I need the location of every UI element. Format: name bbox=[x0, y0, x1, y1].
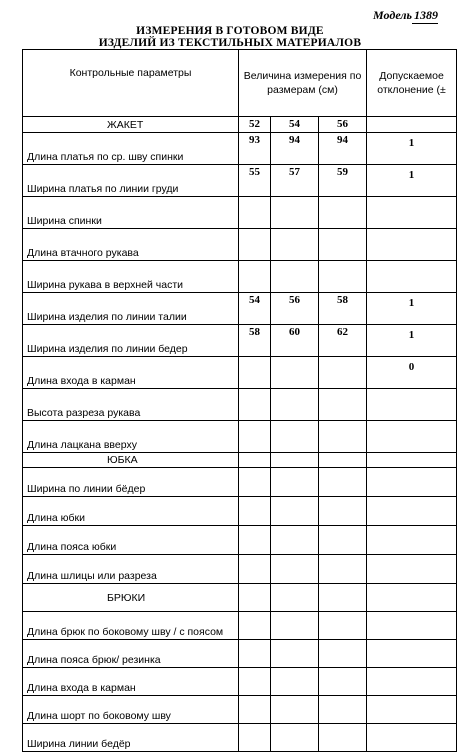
table-row bbox=[23, 293, 457, 325]
tolerance-cell: 1 bbox=[367, 293, 457, 325]
table-row bbox=[23, 389, 457, 421]
value-cell bbox=[319, 584, 367, 612]
value-cell bbox=[239, 724, 271, 752]
section-jacket: ЖАКЕТ bbox=[23, 117, 239, 133]
value-cell: 93 bbox=[239, 133, 271, 165]
value-cell bbox=[271, 612, 319, 640]
tolerance-cell bbox=[367, 229, 457, 261]
table-row bbox=[23, 421, 457, 453]
param-label: Ширина по линии бёдер bbox=[23, 468, 239, 497]
value-cell bbox=[319, 555, 367, 584]
param-label: Длина входа в карман bbox=[23, 357, 239, 389]
tolerance-cell bbox=[367, 389, 457, 421]
value-cell: 55 bbox=[239, 165, 271, 197]
tolerance-cell bbox=[367, 453, 457, 468]
value-cell: 56 bbox=[271, 293, 319, 325]
value-cell bbox=[319, 357, 367, 389]
param-label: Длина втачного рукава bbox=[23, 229, 239, 261]
tolerance-cell bbox=[367, 197, 457, 229]
table-row bbox=[23, 261, 457, 293]
tolerance-cell bbox=[367, 261, 457, 293]
value-cell bbox=[271, 696, 319, 724]
value-cell bbox=[271, 468, 319, 497]
value-cell: 54 bbox=[239, 293, 271, 325]
tolerance-cell bbox=[367, 117, 457, 133]
param-label: Ширина рукава в верхней части bbox=[23, 261, 239, 293]
table-row bbox=[23, 640, 457, 668]
header-sizes: Величина измерения по размерам (см) bbox=[239, 50, 367, 117]
model-label: Модель bbox=[373, 8, 412, 22]
measurements-table bbox=[22, 49, 457, 752]
param-label: Длина шлицы или разреза bbox=[23, 555, 239, 584]
value-cell bbox=[319, 389, 367, 421]
table-row bbox=[23, 526, 457, 555]
value-cell: 60 bbox=[271, 325, 319, 357]
value-cell bbox=[271, 389, 319, 421]
table-row bbox=[23, 696, 457, 724]
model-number-value: 1389 bbox=[414, 8, 438, 22]
table-row bbox=[23, 325, 457, 357]
table-row bbox=[23, 165, 457, 197]
param-label: Длина входа в карман bbox=[23, 668, 239, 696]
value-cell bbox=[319, 468, 367, 497]
param-label: Длина юбки bbox=[23, 497, 239, 526]
param-label: Ширина изделия по линии бедер bbox=[23, 325, 239, 357]
tolerance-cell bbox=[367, 696, 457, 724]
tolerance-cell bbox=[367, 497, 457, 526]
tolerance-cell bbox=[367, 724, 457, 752]
size-cell: 54 bbox=[271, 117, 319, 133]
value-cell bbox=[239, 357, 271, 389]
tolerance-cell bbox=[367, 468, 457, 497]
value-cell: 94 bbox=[271, 133, 319, 165]
value-cell bbox=[239, 261, 271, 293]
table-row bbox=[23, 668, 457, 696]
value-cell bbox=[271, 584, 319, 612]
value-cell bbox=[239, 468, 271, 497]
value-cell bbox=[239, 421, 271, 453]
value-cell bbox=[271, 229, 319, 261]
value-cell bbox=[271, 668, 319, 696]
table-row bbox=[23, 555, 457, 584]
table-row bbox=[23, 468, 457, 497]
value-cell bbox=[239, 497, 271, 526]
table-row bbox=[23, 197, 457, 229]
value-cell bbox=[239, 555, 271, 584]
param-label: Ширина спинки bbox=[23, 197, 239, 229]
value-cell bbox=[239, 389, 271, 421]
section-trousers: БРЮКИ bbox=[23, 584, 239, 612]
tolerance-cell bbox=[367, 668, 457, 696]
model-number bbox=[373, 8, 438, 24]
value-cell: 59 bbox=[319, 165, 367, 197]
param-label: Ширина изделия по линии талии bbox=[23, 293, 239, 325]
skirt-section-row bbox=[23, 453, 457, 468]
value-cell bbox=[319, 668, 367, 696]
tolerance-cell bbox=[367, 421, 457, 453]
tolerance-cell bbox=[367, 584, 457, 612]
value-cell: 94 bbox=[319, 133, 367, 165]
param-label: Ширина линии бедёр bbox=[23, 724, 239, 752]
param-label: Длина пояса юбки bbox=[23, 526, 239, 555]
value-cell bbox=[319, 497, 367, 526]
header-tolerance: Допускаемое отклонение (± bbox=[367, 50, 457, 117]
value-cell bbox=[271, 421, 319, 453]
value-cell bbox=[319, 229, 367, 261]
section-skirt: ЮБКА bbox=[23, 453, 239, 468]
tolerance-cell bbox=[367, 526, 457, 555]
header-control-params: Контрольные параметры bbox=[23, 50, 239, 117]
param-label: Длина платья по ср. шву спинки bbox=[23, 133, 239, 165]
value-cell bbox=[319, 421, 367, 453]
value-cell bbox=[239, 668, 271, 696]
value-cell bbox=[319, 453, 367, 468]
document-title-line1: ИЗМЕРЕНИЯ В ГОТОВОМ ВИДЕ bbox=[136, 25, 324, 37]
param-label: Высота разреза рукава bbox=[23, 389, 239, 421]
trousers-section-row bbox=[23, 584, 457, 612]
value-cell bbox=[271, 261, 319, 293]
table-row bbox=[23, 357, 457, 389]
value-cell bbox=[239, 526, 271, 555]
value-cell bbox=[271, 640, 319, 668]
tolerance-cell bbox=[367, 612, 457, 640]
value-cell bbox=[319, 612, 367, 640]
value-cell bbox=[239, 584, 271, 612]
value-cell: 58 bbox=[319, 293, 367, 325]
value-cell bbox=[239, 696, 271, 724]
value-cell bbox=[319, 696, 367, 724]
value-cell bbox=[271, 197, 319, 229]
tolerance-cell bbox=[367, 555, 457, 584]
tolerance-cell: 1 bbox=[367, 325, 457, 357]
value-cell bbox=[271, 526, 319, 555]
size-cell: 52 bbox=[239, 117, 271, 133]
value-cell bbox=[319, 640, 367, 668]
table-header-row bbox=[23, 50, 457, 117]
value-cell bbox=[271, 497, 319, 526]
table-row bbox=[23, 229, 457, 261]
table-row bbox=[23, 497, 457, 526]
tolerance-cell: 0 bbox=[367, 357, 457, 389]
table-row bbox=[23, 133, 457, 165]
value-cell bbox=[319, 724, 367, 752]
value-cell bbox=[271, 453, 319, 468]
document-title-line2: ИЗДЕЛИЙ ИЗ ТЕКСТИЛЬНЫХ МАТЕРИАЛОВ bbox=[98, 37, 362, 49]
param-label: Длина пояса брюк/ резинка bbox=[23, 640, 239, 668]
value-cell bbox=[271, 555, 319, 584]
jacket-section-row bbox=[23, 117, 457, 133]
value-cell bbox=[319, 261, 367, 293]
tolerance-cell: 1 bbox=[367, 133, 457, 165]
param-label: Ширина платья по линии груди bbox=[23, 165, 239, 197]
size-cell: 56 bbox=[319, 117, 367, 133]
param-label: Длина брюк по боковому шву / с поясом bbox=[23, 612, 239, 640]
value-cell bbox=[239, 640, 271, 668]
value-cell bbox=[271, 724, 319, 752]
tolerance-cell: 1 bbox=[367, 165, 457, 197]
value-cell: 57 bbox=[271, 165, 319, 197]
value-cell bbox=[271, 357, 319, 389]
value-cell: 62 bbox=[319, 325, 367, 357]
value-cell: 58 bbox=[239, 325, 271, 357]
param-label: Длина лацкана вверху bbox=[23, 421, 239, 453]
value-cell bbox=[239, 453, 271, 468]
param-label: Длина шорт по боковому шву bbox=[23, 696, 239, 724]
value-cell bbox=[239, 612, 271, 640]
value-cell bbox=[239, 229, 271, 261]
tolerance-cell bbox=[367, 640, 457, 668]
value-cell bbox=[319, 526, 367, 555]
table-row bbox=[23, 724, 457, 752]
value-cell bbox=[239, 197, 271, 229]
table-row bbox=[23, 612, 457, 640]
value-cell bbox=[319, 197, 367, 229]
